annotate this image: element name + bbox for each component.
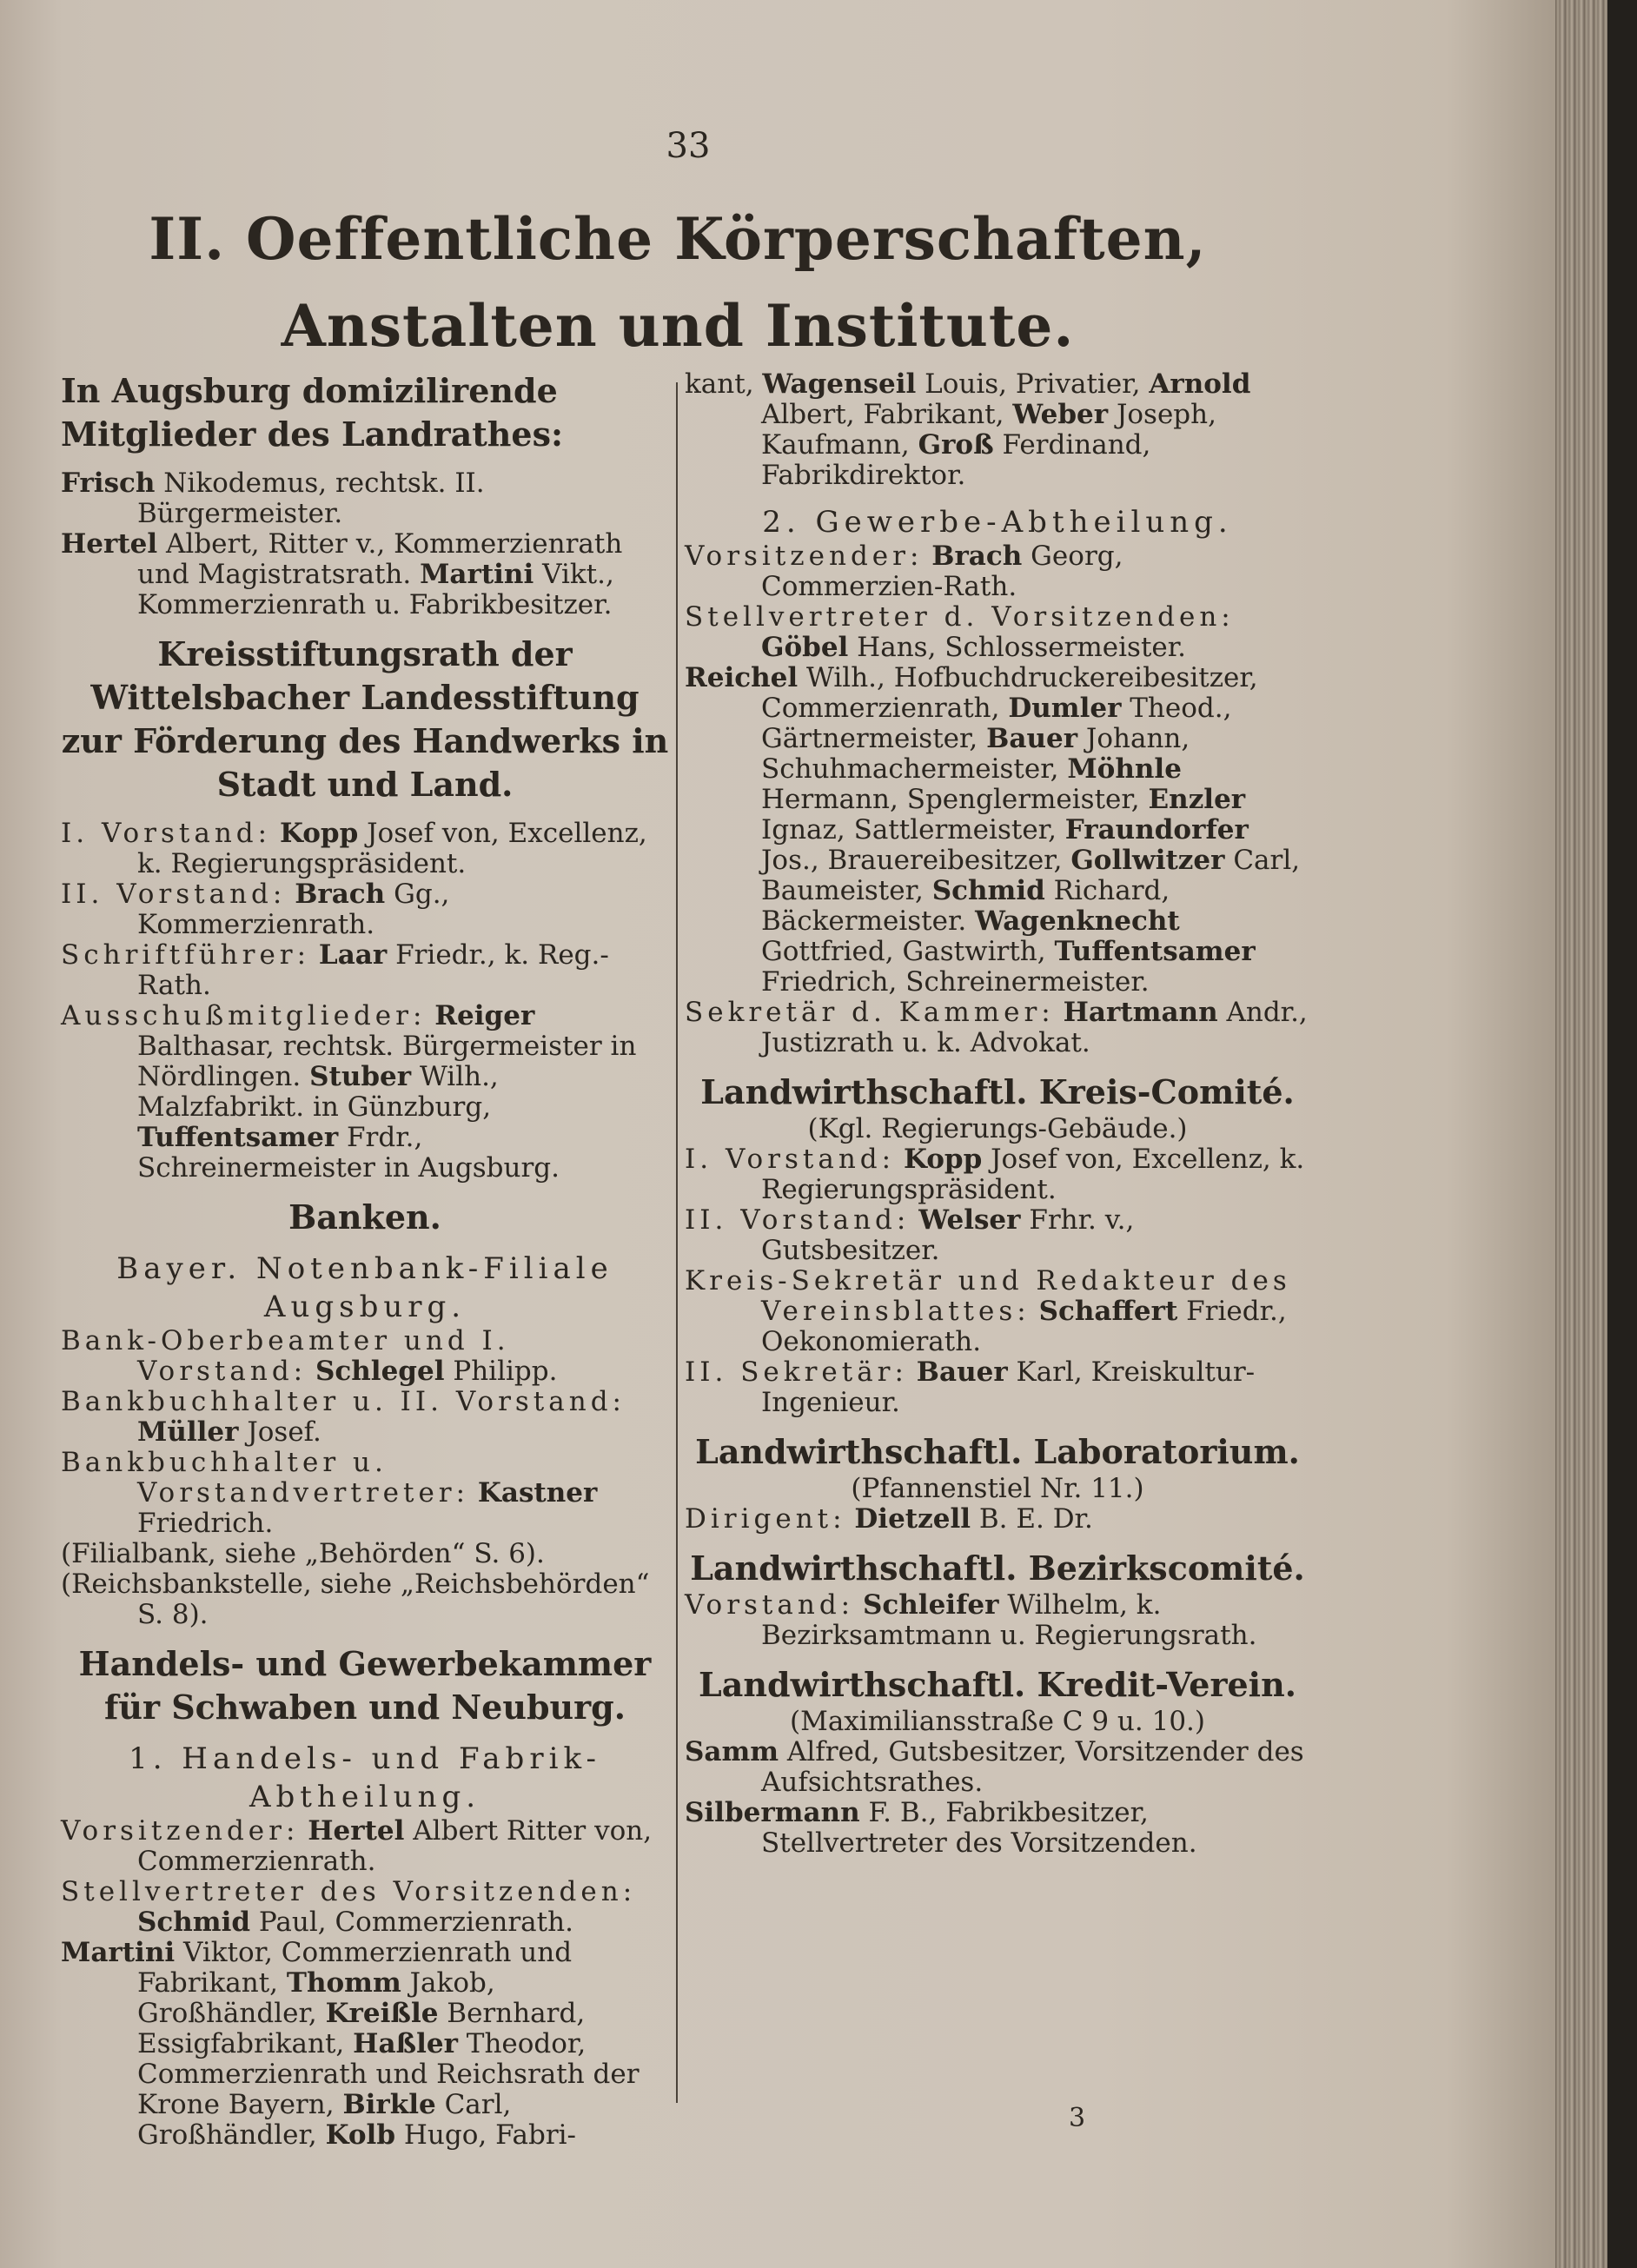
person-name: Göbel — [761, 632, 849, 663]
person-details: Ignaz, Sattlermeister, — [761, 814, 1057, 846]
person-name: Samm — [685, 1736, 779, 1767]
person-details: Frdr., Schreinermeister in Augsburg. — [137, 1122, 560, 1184]
person-details: Josef von, Excellenz, k. Regierungspräsident. — [137, 818, 647, 879]
person-details: Paul, Commerzienrath. — [250, 1907, 573, 1938]
role-label: Stellvertreter d. Vorsitzenden: — [685, 601, 1235, 633]
person-details: Josef. — [238, 1416, 321, 1448]
person-name: Hartmann — [1063, 997, 1218, 1028]
list-item — [61, 1938, 669, 2151]
person-details: Karl, Kreiskultur-Ingenieur. — [761, 1356, 1256, 1418]
role-label: Schriftführer: — [61, 939, 311, 971]
person-name: Tuffentsamer — [137, 1122, 339, 1153]
list-item — [61, 468, 669, 529]
person-name: Dumler — [1008, 693, 1122, 724]
person-details: Jos., Brauereibesitzer, — [761, 845, 1063, 876]
person-name: Hertel — [308, 1815, 405, 1847]
person-details: Hermann, Spenglermeister, — [761, 784, 1140, 815]
list-item — [61, 940, 669, 1001]
person-name: Weber — [1012, 399, 1109, 430]
role-label: Ausschußmitglieder: — [61, 1000, 427, 1031]
list-item — [61, 1001, 669, 1184]
person-name: Kopp — [903, 1144, 983, 1175]
person-name: Hertel — [61, 528, 158, 560]
person-details: Gottfried, Gastwirth, — [761, 936, 1046, 967]
column-divider — [676, 382, 678, 2103]
role-label: II. Sekretär: — [685, 1356, 908, 1388]
list-item — [685, 369, 1310, 491]
handel-subheading: 1. Handels- und Fabrik-Abtheilung. — [129, 1741, 601, 1814]
person-name: Kastner — [477, 1477, 598, 1509]
list-item — [685, 1504, 1310, 1535]
person-details: Gg., Kommerzienrath. — [137, 879, 450, 940]
person-name: Welser — [918, 1204, 1021, 1236]
list-item — [685, 1590, 1310, 1651]
bank-note: (Filialbank, siehe „Behörden“ S. 6). — [61, 1538, 545, 1569]
role-label: Kreis-Sekretär und Redakteur des Vereinsblattes: — [685, 1265, 1291, 1327]
person-name: Schleifer — [863, 1589, 999, 1621]
list-item — [61, 1877, 669, 1938]
kreis-comite-address: (Kgl. Regierungs-Gebäude.) — [807, 1113, 1188, 1144]
person-name: Stuber — [309, 1061, 412, 1092]
person-details: kant, — [685, 368, 754, 400]
person-details: Nikodemus, rechtsk. II. Bürgermeister. — [137, 468, 485, 529]
person-name: Schlegel — [315, 1356, 445, 1387]
person-name: Tuffentsamer — [1054, 936, 1256, 967]
banken-heading: Banken. — [288, 1197, 441, 1237]
person-details: Ferdinand, Fabrikdirektor. — [761, 429, 1151, 491]
list-item — [61, 529, 669, 620]
person-details: Carl, Großhändler, — [137, 2089, 512, 2151]
person-details: Joseph, Kaufmann, — [761, 399, 1216, 461]
person-details: Theodor, Commerzienrath und Reichsrath der Krone Bayern, — [137, 2028, 640, 2120]
person-name: Kreißle — [325, 1998, 439, 2029]
person-details: Georg, Commerzien-Rath. — [761, 540, 1123, 602]
left-column — [61, 369, 669, 2163]
person-details: Frhr. v., Gutsbesitzer. — [761, 1204, 1135, 1266]
person-name: Brach — [931, 540, 1023, 572]
person-details: Louis, Privatier, — [916, 368, 1141, 400]
person-details: Johann, Schuhmachermeister, — [761, 723, 1190, 785]
role-label: Bank-Oberbeamter und I. Vorstand: — [61, 1325, 510, 1387]
person-name: Bauer — [986, 723, 1078, 754]
role-label: Dirigent: — [685, 1503, 846, 1535]
person-name: Birkle — [342, 2089, 436, 2120]
person-details: Friedrich, Schreinermeister. — [761, 966, 1150, 998]
person-name: Martini — [61, 1937, 176, 1968]
person-details: Wilh., Malzfabrikt. in Günzburg, — [137, 1061, 499, 1123]
person-name: Laar — [318, 939, 388, 971]
person-details: Hans, Schlossermeister. — [848, 632, 1187, 663]
role-label: II. Vorstand: — [61, 879, 287, 910]
role-label: Bankbuchhalter u. II. Vorstand: — [61, 1386, 626, 1417]
role-label: Vorsitzender: — [685, 540, 924, 572]
person-details: Wilh., Hofbuchdruckereibesitzer, Commerzienrath, — [761, 662, 1258, 724]
role-label: I. Vorstand: — [685, 1144, 896, 1175]
person-name: Thomm — [286, 1967, 401, 1999]
role-label: Vorsitzender: — [61, 1815, 300, 1847]
person-details: Friedr., Oekonomierath. — [761, 1296, 1287, 1357]
person-name: Schmid — [137, 1907, 251, 1938]
list-item — [685, 998, 1310, 1058]
list-item — [685, 1737, 1310, 1798]
person-details: Friedrich. — [137, 1508, 274, 1539]
person-name: Schaffert — [1038, 1296, 1178, 1327]
page-title: II. Oeffentliche Körperschaften, Anstalten und Institute. — [149, 205, 1207, 360]
bank-subheading: Bayer. Notenbank-Filiale Augsburg. — [116, 1251, 613, 1324]
role-label: Stellvertreter des Vorsitzenden: — [61, 1876, 637, 1907]
person-details: Albert Ritter von, Commerzienrath. — [137, 1815, 653, 1877]
kredit-verein-address: (Maximiliansstraße C 9 u. 10.) — [789, 1706, 1205, 1737]
landrat-heading: In Augsburg domizilirende Mitglieder des Landrathes: — [61, 371, 563, 454]
person-name: Bauer — [916, 1356, 1008, 1388]
person-name: Reiger — [434, 1000, 535, 1031]
person-name: Kopp — [279, 818, 359, 849]
person-name: Wagenknecht — [975, 905, 1180, 937]
list-item — [685, 1357, 1310, 1418]
kreisstiftung-heading: Kreisstiftungsrath der Wittelsbacher Landesstiftung zur Förderung des Handwerks in Stadt und Land. — [61, 634, 669, 804]
list-item — [61, 1387, 669, 1448]
person-details: Jakob, Großhändler, — [137, 1967, 495, 2029]
list-item — [61, 1816, 669, 1877]
list-item — [61, 1326, 669, 1387]
kreis-comite-heading: Landwirthschaftl. Kreis-Comité. — [700, 1072, 1295, 1111]
gewerbe-subheading: 2. Gewerbe-Abtheilung. — [762, 505, 1233, 540]
role-label: Bankbuchhalter u. Vorstandvertreter: — [61, 1447, 470, 1509]
person-details: Viktor, Commerzienrath und Fabrikant, — [137, 1937, 573, 1999]
list-item — [685, 1266, 1310, 1357]
person-details: Bernhard, Essigfabrikant, — [137, 1998, 586, 2059]
person-details: Theod., Gärtnermeister, — [761, 693, 1232, 754]
role-label: II. Vorstand: — [685, 1204, 911, 1236]
person-name: Wagenseil — [762, 368, 917, 400]
person-name: Fraundorfer — [1064, 814, 1249, 846]
list-item — [685, 541, 1310, 602]
list-item — [61, 879, 669, 940]
person-name: Enzler — [1148, 784, 1246, 815]
person-name: Silbermann — [685, 1797, 860, 1828]
person-name: Müller — [137, 1416, 239, 1448]
book-cover-edge — [1607, 0, 1637, 2268]
bezirkscomite-heading: Landwirthschaftl. Bezirkscomité. — [690, 1548, 1305, 1588]
person-name: Dietzell — [854, 1503, 971, 1535]
person-name: Gollwitzer — [1070, 845, 1225, 876]
laboratorium-address: (Pfannenstiel Nr. 11.) — [851, 1473, 1144, 1504]
person-name: Schmid — [931, 875, 1045, 906]
person-details: Richard, Bäckermeister. — [761, 875, 1170, 937]
person-details: Albert, Fabrikant, — [761, 399, 1004, 430]
list-item — [685, 1798, 1310, 1859]
person-details: Alfred, Gutsbesitzer, Vorsitzender des Aufsichtsrathes. — [761, 1736, 1304, 1798]
list-item — [61, 1448, 669, 1539]
list-item — [685, 1144, 1310, 1205]
person-name: Reichel — [685, 662, 799, 693]
right-column — [685, 369, 1310, 1871]
list-item — [685, 602, 1310, 663]
person-details: Albert, Ritter v., Kommerzienrath und Magistratsrath. — [137, 528, 623, 590]
laboratorium-heading: Landwirthschaftl. Laboratorium. — [695, 1432, 1300, 1471]
handel-heading: Handels- und Gewerbekammer für Schwaben und Neuburg. — [78, 1644, 652, 1727]
person-name: Haßler — [353, 2028, 458, 2059]
person-name: Kolb — [325, 2119, 396, 2151]
signature-mark: 3 — [1069, 2103, 1086, 2133]
role-label: I. Vorstand: — [61, 818, 272, 849]
person-details: Friedr., k. Reg.-Rath. — [137, 939, 609, 1001]
person-name: Martini — [420, 559, 534, 590]
person-name: Arnold — [1149, 368, 1251, 400]
role-label: Vorstand: — [685, 1589, 855, 1621]
person-details: Balthasar, rechtsk. Bürgermeister in Nördlingen. — [137, 1031, 637, 1092]
role-label: Sekretär d. Kammer: — [685, 997, 1055, 1028]
person-details: Philipp. — [444, 1356, 558, 1387]
person-name: Frisch — [61, 468, 156, 499]
page-number: 33 — [666, 126, 711, 166]
list-item — [61, 819, 669, 879]
person-details: Carl, Baumeister, — [761, 845, 1301, 906]
person-details: Hugo, Fabri- — [395, 2119, 577, 2151]
list-item — [685, 663, 1310, 998]
person-name: Möhnle — [1067, 753, 1182, 785]
person-details: Vikt., Kommerzienrath u. Fabrikbesitzer. — [137, 559, 614, 620]
person-name: Groß — [918, 429, 994, 461]
person-details: F. B., Fabrikbesitzer, Stellvertreter des Vorsitzenden. — [761, 1797, 1197, 1859]
person-details: Andr., Justizrath u. k. Advokat. — [761, 997, 1308, 1058]
bank-note: (Reichsbankstelle, siehe „Reichsbehörden“ S. 8). — [61, 1568, 650, 1630]
person-details: B. E. Dr. — [971, 1503, 1093, 1535]
person-details: Wilhelm, k. Bezirksamtmann u. Regierungsrath. — [761, 1589, 1257, 1651]
list-item — [685, 1205, 1310, 1266]
person-details: Josef von, Excellenz, k. Regierungspräsident. — [761, 1144, 1305, 1205]
kredit-verein-heading: Landwirthschaftl. Kredit-Verein. — [699, 1665, 1296, 1704]
person-name: Brach — [295, 879, 386, 910]
